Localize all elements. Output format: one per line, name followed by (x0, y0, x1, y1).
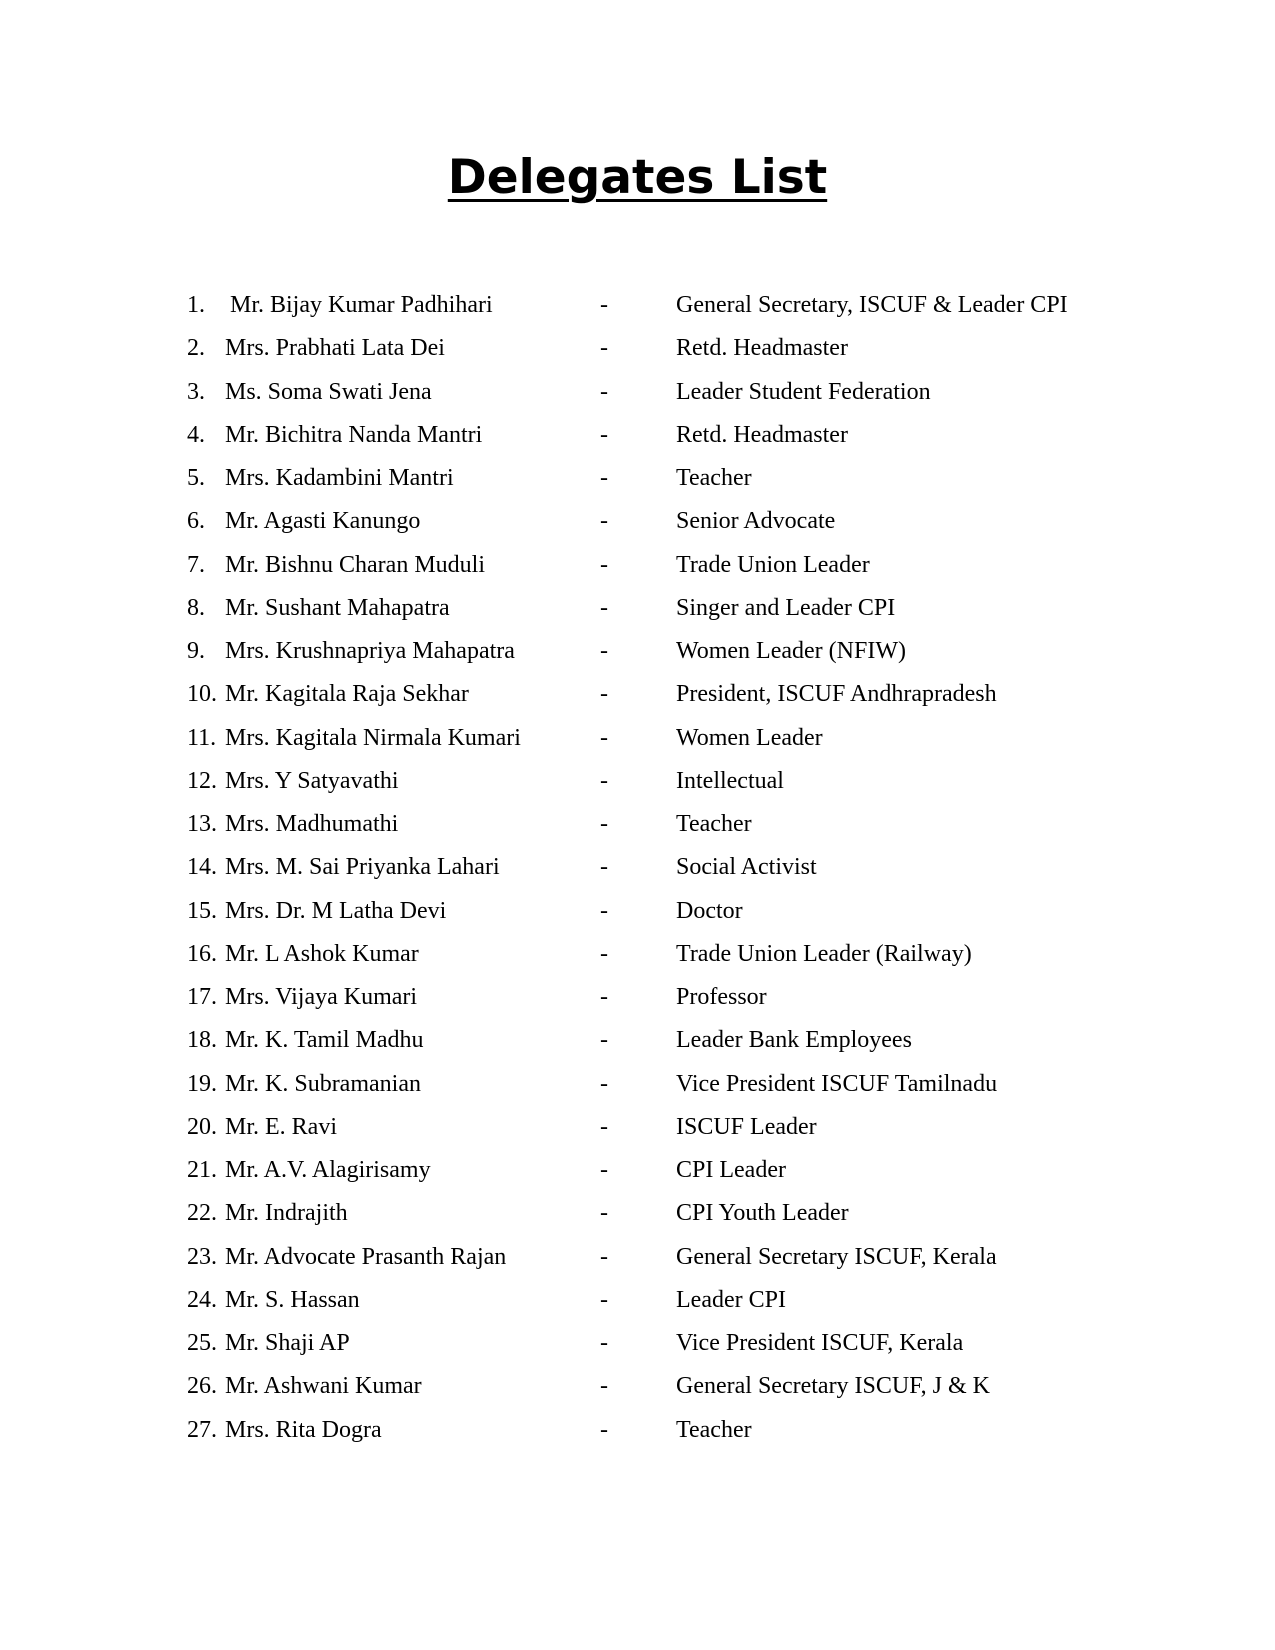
delegate-name: Mrs. Prabhati Lata Dei (225, 335, 445, 362)
delegate-number: 9. (187, 638, 205, 664)
delegate-role: Leader CPI (676, 1286, 786, 1313)
delegate-role: Women Leader (NFIW) (676, 638, 906, 664)
delegate-row (187, 812, 1107, 855)
delegate-number: 24. (187, 1286, 217, 1313)
delegate-number: 18. (187, 1027, 217, 1054)
delegate-number: 17. (187, 984, 217, 1010)
delegate-separator: - (600, 551, 608, 578)
delegate-row (187, 1072, 1107, 1115)
delegate-name: Mrs. Vijaya Kumari (225, 984, 418, 1010)
delegate-separator: - (600, 421, 608, 448)
delegate-row (187, 726, 1107, 769)
delegate-separator: - (600, 594, 608, 621)
delegate-separator: - (600, 1243, 608, 1270)
delegate-number: 27. (187, 1416, 217, 1443)
delegate-role: Trade Union Leader (676, 551, 870, 578)
delegate-role: Teacher (676, 811, 752, 837)
delegate-separator: - (600, 378, 608, 405)
delegate-separator: - (600, 897, 608, 924)
delegate-number: 25. (187, 1330, 217, 1356)
delegate-role: Vice President ISCUF, Kerala (676, 1330, 964, 1356)
delegate-row (187, 509, 1107, 552)
delegate-separator: - (600, 854, 608, 881)
delegate-number: 13. (187, 811, 217, 837)
delegate-number: 11. (187, 724, 217, 751)
delegate-number: 3. (187, 378, 205, 405)
delegate-separator: - (600, 1373, 608, 1400)
delegate-number: 6. (187, 508, 205, 535)
delegate-role: President, ISCUF Andhrapradesh (676, 681, 997, 708)
delegate-number: 16. (187, 940, 217, 967)
delegate-name: Mr. Bijay Kumar Padhihari (230, 292, 493, 318)
delegate-number: 26. (187, 1373, 217, 1400)
delegate-role: Women Leader (676, 724, 823, 751)
delegate-separator: - (600, 1330, 608, 1356)
delegate-row (187, 1288, 1107, 1331)
delegate-name: Mrs. Krushnapriya Mahapatra (225, 638, 515, 664)
delegate-number: 15. (187, 897, 217, 924)
delegate-name: Mrs. Y Satyavathi (225, 767, 399, 794)
delegate-separator: - (600, 1027, 608, 1054)
delegate-separator: - (600, 811, 608, 837)
delegate-name: Mr. K. Subramanian (225, 1070, 421, 1097)
delegate-role: Intellectual (676, 767, 784, 794)
delegate-role: Trade Union Leader (Railway) (676, 940, 972, 967)
delegate-name: Mr. Indrajith (225, 1200, 348, 1227)
delegate-name: Mrs. Kagitala Nirmala Kumari (225, 724, 521, 751)
delegate-name: Mr. Advocate Prasanth Rajan (225, 1243, 507, 1270)
delegate-separator: - (600, 508, 608, 535)
delegate-row (187, 1028, 1107, 1071)
page-title: Delegates List (447, 150, 828, 205)
delegate-number: 8. (187, 594, 205, 621)
delegate-row (187, 985, 1107, 1028)
delegate-separator: - (600, 940, 608, 967)
delegate-number: 12. (187, 767, 217, 794)
delegate-separator: - (600, 335, 608, 362)
delegate-separator: - (600, 465, 608, 491)
delegate-number: 23. (187, 1243, 217, 1270)
delegate-separator: - (600, 767, 608, 794)
delegate-separator: - (600, 1157, 608, 1183)
delegate-separator: - (600, 1070, 608, 1097)
delegate-name: Mr. A.V. Alagirisamy (225, 1157, 431, 1183)
delegate-separator: - (600, 681, 608, 708)
delegate-role: Teacher (676, 465, 752, 491)
delegate-number: 4. (187, 421, 205, 448)
delegate-number: 7. (187, 551, 205, 578)
delegate-row (187, 423, 1107, 466)
delegate-row (187, 682, 1107, 725)
delegate-row (187, 336, 1107, 379)
delegate-role: Senior Advocate (676, 508, 836, 535)
delegate-separator: - (600, 292, 608, 318)
delegate-role: Leader Student Federation (676, 378, 931, 405)
delegate-number: 1. (187, 292, 205, 318)
delegate-role: Social Activist (676, 854, 817, 881)
delegate-name: Mr. Kagitala Raja Sekhar (225, 681, 469, 708)
delegate-number: 19. (187, 1070, 217, 1097)
delegate-separator: - (600, 724, 608, 751)
delegate-name: Mr. Bichitra Nanda Mantri (225, 421, 483, 448)
delegate-name: Mr. Ashwani Kumar (225, 1373, 422, 1400)
delegate-separator: - (600, 1113, 608, 1140)
delegate-name: Mr. Sushant Mahapatra (225, 594, 450, 621)
delegate-name: Mrs. Rita Dogra (225, 1416, 382, 1443)
delegate-number: 2. (187, 335, 205, 362)
delegate-number: 14. (187, 854, 217, 881)
delegate-number: 21. (187, 1157, 217, 1183)
delegate-name: Mrs. M. Sai Priyanka Lahari (225, 854, 500, 881)
delegate-row (187, 639, 1107, 682)
delegate-role: Doctor (676, 897, 743, 924)
delegate-role: Retd. Headmaster (676, 421, 848, 448)
delegate-number: 20. (187, 1113, 217, 1140)
delegate-row (187, 596, 1107, 639)
delegate-number: 5. (187, 465, 205, 491)
delegate-name: Mr. S. Hassan (225, 1286, 360, 1313)
delegate-role: Leader Bank Employees (676, 1027, 912, 1054)
delegate-separator: - (600, 638, 608, 664)
delegate-row (187, 1418, 1107, 1461)
delegate-row (187, 899, 1107, 942)
delegate-row (187, 855, 1107, 898)
delegate-name: Mrs. Dr. M Latha Devi (225, 897, 447, 924)
delegate-name: Mr. Bishnu Charan Muduli (225, 551, 486, 578)
delegate-role: General Secretary ISCUF, Kerala (676, 1243, 997, 1270)
delegate-row (187, 1331, 1107, 1374)
delegate-name: Mr. Shaji AP (225, 1330, 350, 1356)
delegate-role: General Secretary ISCUF, J & K (676, 1373, 991, 1400)
delegate-row (187, 553, 1107, 596)
delegate-name: Mrs. Madhumathi (225, 811, 399, 837)
delegate-separator: - (600, 1200, 608, 1227)
delegate-name: Mr. K. Tamil Madhu (225, 1027, 424, 1054)
delegate-row (187, 942, 1107, 985)
delegate-name: Ms. Soma Swati Jena (225, 378, 432, 405)
delegate-role: CPI Youth Leader (676, 1200, 849, 1227)
delegates-list (187, 293, 1107, 1461)
delegate-row (187, 1158, 1107, 1201)
delegate-separator: - (600, 1286, 608, 1313)
delegate-row (187, 466, 1107, 509)
delegate-name: Mr. E. Ravi (225, 1113, 337, 1140)
delegate-row (187, 1245, 1107, 1288)
delegate-role: Retd. Headmaster (676, 335, 848, 362)
delegate-row (187, 769, 1107, 812)
delegate-role: Singer and Leader CPI (676, 594, 896, 621)
delegate-role: CPI Leader (676, 1157, 786, 1183)
delegate-name: Mr. L Ashok Kumar (225, 940, 419, 967)
delegate-row (187, 1374, 1107, 1417)
delegate-name: Mr. Agasti Kanungo (225, 508, 421, 535)
delegate-row (187, 1115, 1107, 1158)
delegate-role: General Secretary, ISCUF & Leader CPI (676, 292, 1068, 318)
delegate-number: 22. (187, 1200, 217, 1227)
delegate-role: Professor (676, 984, 767, 1010)
delegate-role: Teacher (676, 1416, 752, 1443)
delegate-role: Vice President ISCUF Tamilnadu (676, 1070, 998, 1097)
delegate-separator: - (600, 984, 608, 1010)
delegate-role: ISCUF Leader (676, 1113, 817, 1140)
delegate-row (187, 1201, 1107, 1244)
delegate-row (187, 293, 1107, 336)
delegate-number: 10. (187, 681, 217, 708)
delegate-name: Mrs. Kadambini Mantri (225, 465, 454, 491)
delegate-separator: - (600, 1416, 608, 1443)
delegate-row (187, 380, 1107, 423)
